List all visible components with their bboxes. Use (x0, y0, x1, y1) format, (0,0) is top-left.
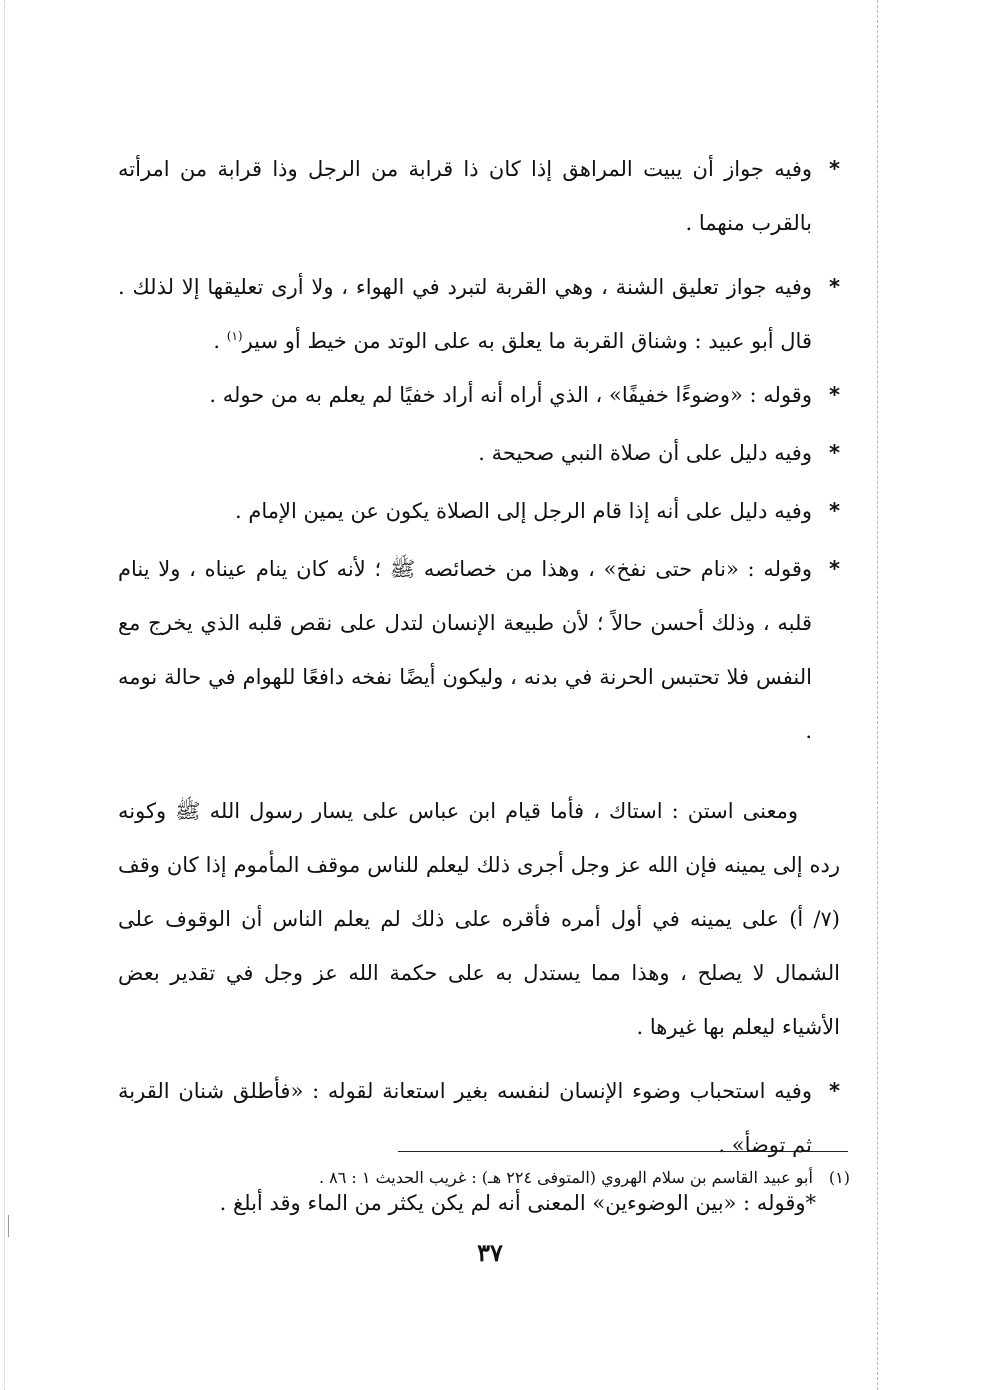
scan-mark (8, 1215, 9, 1237)
bullet-star: * (829, 557, 840, 581)
paragraph-text: وقوله : «نام حتى نفخ» ، وهذا من خصائصه ﷺ ؛ لأنه كان ينام عيناه ، ولا ينام قلبه ، وذلك أحسن حالاً ؛ لأن طبيعة الإنسان لتدل على نقص قلبه الذي يخرج مع النفس فلا تحتبس الحرنة في بدنه ، وليكون أيضًا نفخه دافعًا للهوام في حالة نومه . (118, 557, 812, 743)
paragraph-2 (118, 260, 840, 368)
paragraph-text-tail: . (213, 329, 227, 353)
footnote-text: أبو عبيد القاسم بن سلام الهروي (المتوفى ٢٢٤ هـ) : غريب الحديث ١ : ٨٦ . (318, 1168, 813, 1187)
footnote-separator (398, 1151, 848, 1152)
paragraph-text: وفيه دليل على أنه إذا قام الرجل إلى الصلاة يكون عن يمين الإمام . (234, 499, 812, 523)
bullet-star: * (829, 275, 840, 299)
paragraph-7 (118, 784, 840, 1054)
paragraph-4 (118, 426, 840, 480)
bullet-star: * (829, 383, 840, 407)
paragraph-6 (118, 542, 840, 758)
page-number: ٣٧ (477, 1238, 503, 1267)
paragraph-1 (118, 142, 840, 250)
bullet-star: * (829, 441, 840, 465)
bullet-star: * (829, 499, 840, 523)
bullet-star: * (829, 157, 840, 181)
paragraph-text: وقوله : «بين الوضوءين» المعنى أنه لم يكن يكثر من الماء وقد أبلغ . (219, 1191, 806, 1215)
footnote (190, 1163, 850, 1193)
paragraph-5 (118, 484, 840, 538)
paragraph-text: ومعنى استن : استاك ، فأما قيام ابن عباس على يسار رسول الله ﷺ وكونه رده إلى يمينه فإن الله عز وجل أجرى ذلك ليعلم للناس موقف المأموم إذا كان وقف (٧/ أ) على يمينه في أول أمره فأقره على ذلك لم يعلم الناس أن الوقوف على الشمال لا يصلح ، وهذا مما يستدل به على حكمة الله عز وجل في تقدير بعض الأشياء ليعلم بها غيرها . (118, 799, 840, 1039)
footnote-number: (١) (828, 1168, 850, 1187)
paragraph-text: وفيه دليل على أن صلاة النبي صحيحة . (478, 441, 812, 465)
paragraph-text: وفيه جواز تعليق الشنة ، وهي القربة لتبرد في الهواء ، ولا أرى تعليقها إلا لذلك . قال أبو عبيد : وشناق القربة ما يعلق به على الوتد من خيط أو سير (118, 275, 812, 353)
scan-left-edge (4, 0, 6, 1390)
paragraph-text: وفيه استحباب وضوء الإنسان لنفسه بغير استعانة لقوله : «فأطلق شنان القربة ثم توضأ» . (118, 1079, 812, 1157)
page-body (118, 138, 840, 1230)
paragraph-text: وقوله : «وضوءًا خفيفًا» ، الذي أراه أنه أراد خفيًا لم يعلم به من حوله . (209, 383, 812, 407)
bullet-star: * (805, 1191, 816, 1215)
paragraph-8 (118, 1064, 840, 1172)
footnote-reference: (١) (226, 329, 243, 343)
paragraph-text: وفيه جواز أن يبيت المراهق إذا كان ذا قرابة من الرجل وذا قرابة من امرأته بالقرب منهما . (118, 157, 812, 235)
bullet-star: * (829, 1079, 840, 1103)
scan-right-edge (876, 0, 878, 1390)
paragraph-3 (118, 368, 840, 422)
